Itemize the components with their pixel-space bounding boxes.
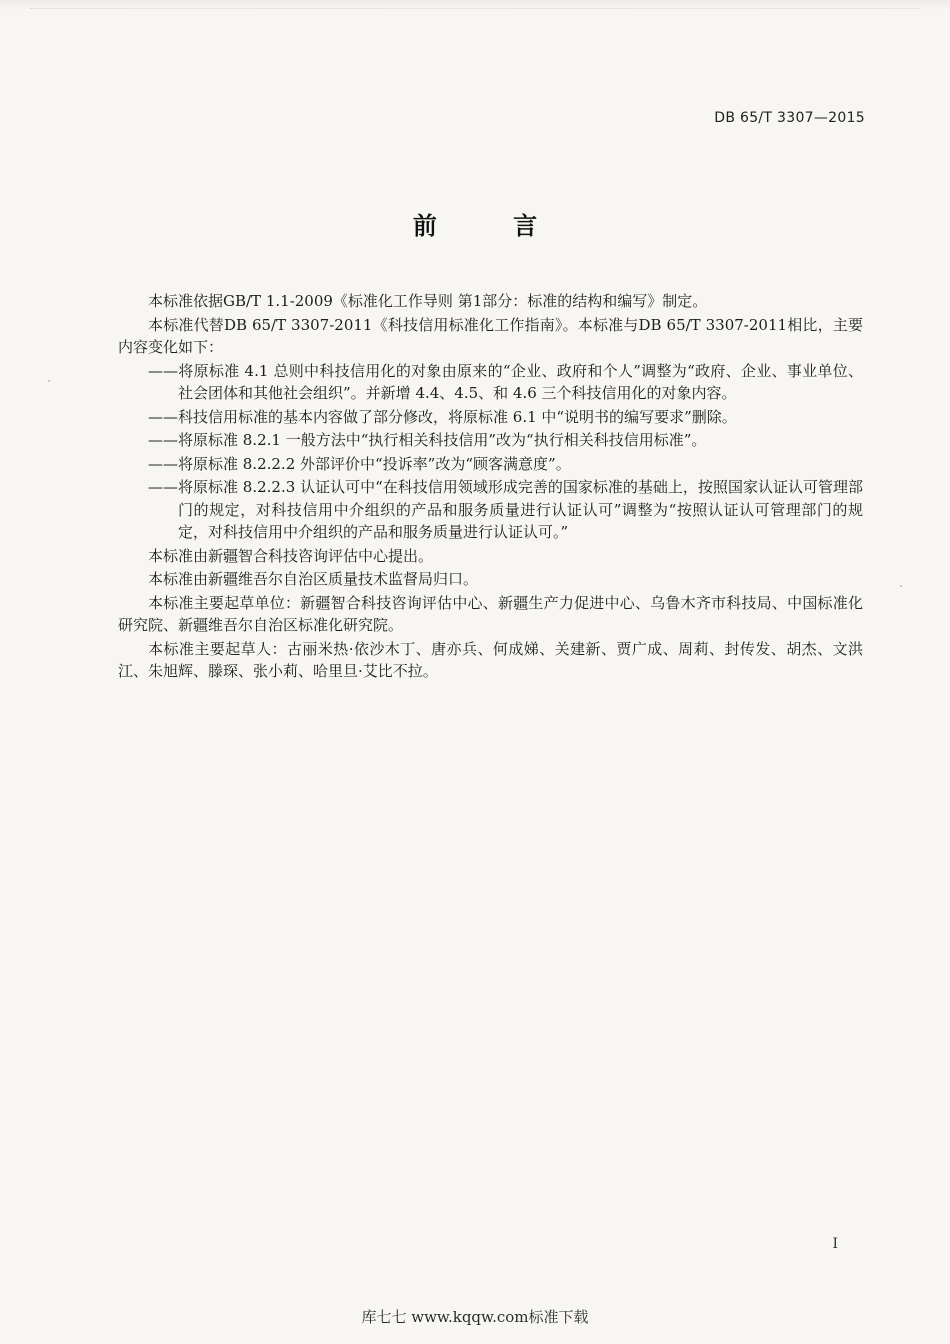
standard-code: DB 65/T 3307—2015 bbox=[714, 110, 865, 126]
page-title: 前 言 bbox=[412, 212, 572, 240]
paragraph-administrator: 本标准由新疆维吾尔自治区质量技术监督局归口。 bbox=[148, 570, 479, 588]
paragraph-drafting-units: 本标准主要起草单位：新疆智合科技咨询评估中心、新疆生产力促进中心、乌鲁木齐市科技局、中国标准化研究院、新疆维吾尔自治区标准化研究院。 bbox=[118, 593, 863, 634]
paragraph-proposer: 本标准由新疆智合科技咨询评估中心提出。 bbox=[148, 546, 434, 565]
change-item-1: ——将原标准 4.1 总则中科技信用化的对象由原来的“企业、政府和个人”调整为“政府、企业、事业单位、社会团体和其他社会组织”。并新增 4.4、4.5、和 4.6 三个科技信用化的对象内容。 bbox=[148, 361, 863, 402]
change-item-3: ——将原标准 8.2.1 一般方法中“执行相关科技信用”改为“执行相关科技信用标准”。 bbox=[148, 431, 707, 449]
foreword-body bbox=[118, 290, 863, 684]
scan-speck bbox=[900, 585, 902, 587]
paragraph-replaces: 本标准代替DB 65/T 3307-2011《科技信用标准化工作指南》。本标准与DB 65/T 3307-2011相比，主要内容变化如下： bbox=[118, 315, 863, 356]
change-item-2: ——科技信用标准的基本内容做了部分修改，将原标准 6.1 中“说明书的编写要求”删除。 bbox=[148, 407, 737, 426]
scan-marks bbox=[30, 0, 920, 9]
change-item-5: ——将原标准 8.2.2.3 认证认可中“在科技信用领域形成完善的国家标准的基础上，按照国家认证认可管理部门的规定，对科技信用中介组织的产品和服务质量进行认证认可”调整为“按照认证认可管理部门的规定，对科技信用中介组织的产品和服务质量进行认证认可。” bbox=[148, 478, 863, 541]
paragraph-drafters: 本标准主要起草人：古丽米热·依沙木丁、唐亦兵、何成娣、关建新、贾广成、周莉、封传发、胡杰、文洪江、朱旭辉、滕琛、张小莉、哈里旦·艾比不拉。 bbox=[118, 639, 863, 680]
paragraph-basis: 本标准依据GB/T 1.1-2009《标准化工作导则 第1部分：标准的结构和编写》制定。 bbox=[148, 292, 708, 310]
change-item-4: ——将原标准 8.2.2.2 外部评价中“投诉率”改为“顾客满意度”。 bbox=[148, 454, 571, 473]
page-number: I bbox=[832, 1236, 838, 1252]
watermark-text: 库七七 www.kqqw.com标准下载 bbox=[361, 1308, 589, 1326]
scan-speck bbox=[48, 380, 50, 382]
